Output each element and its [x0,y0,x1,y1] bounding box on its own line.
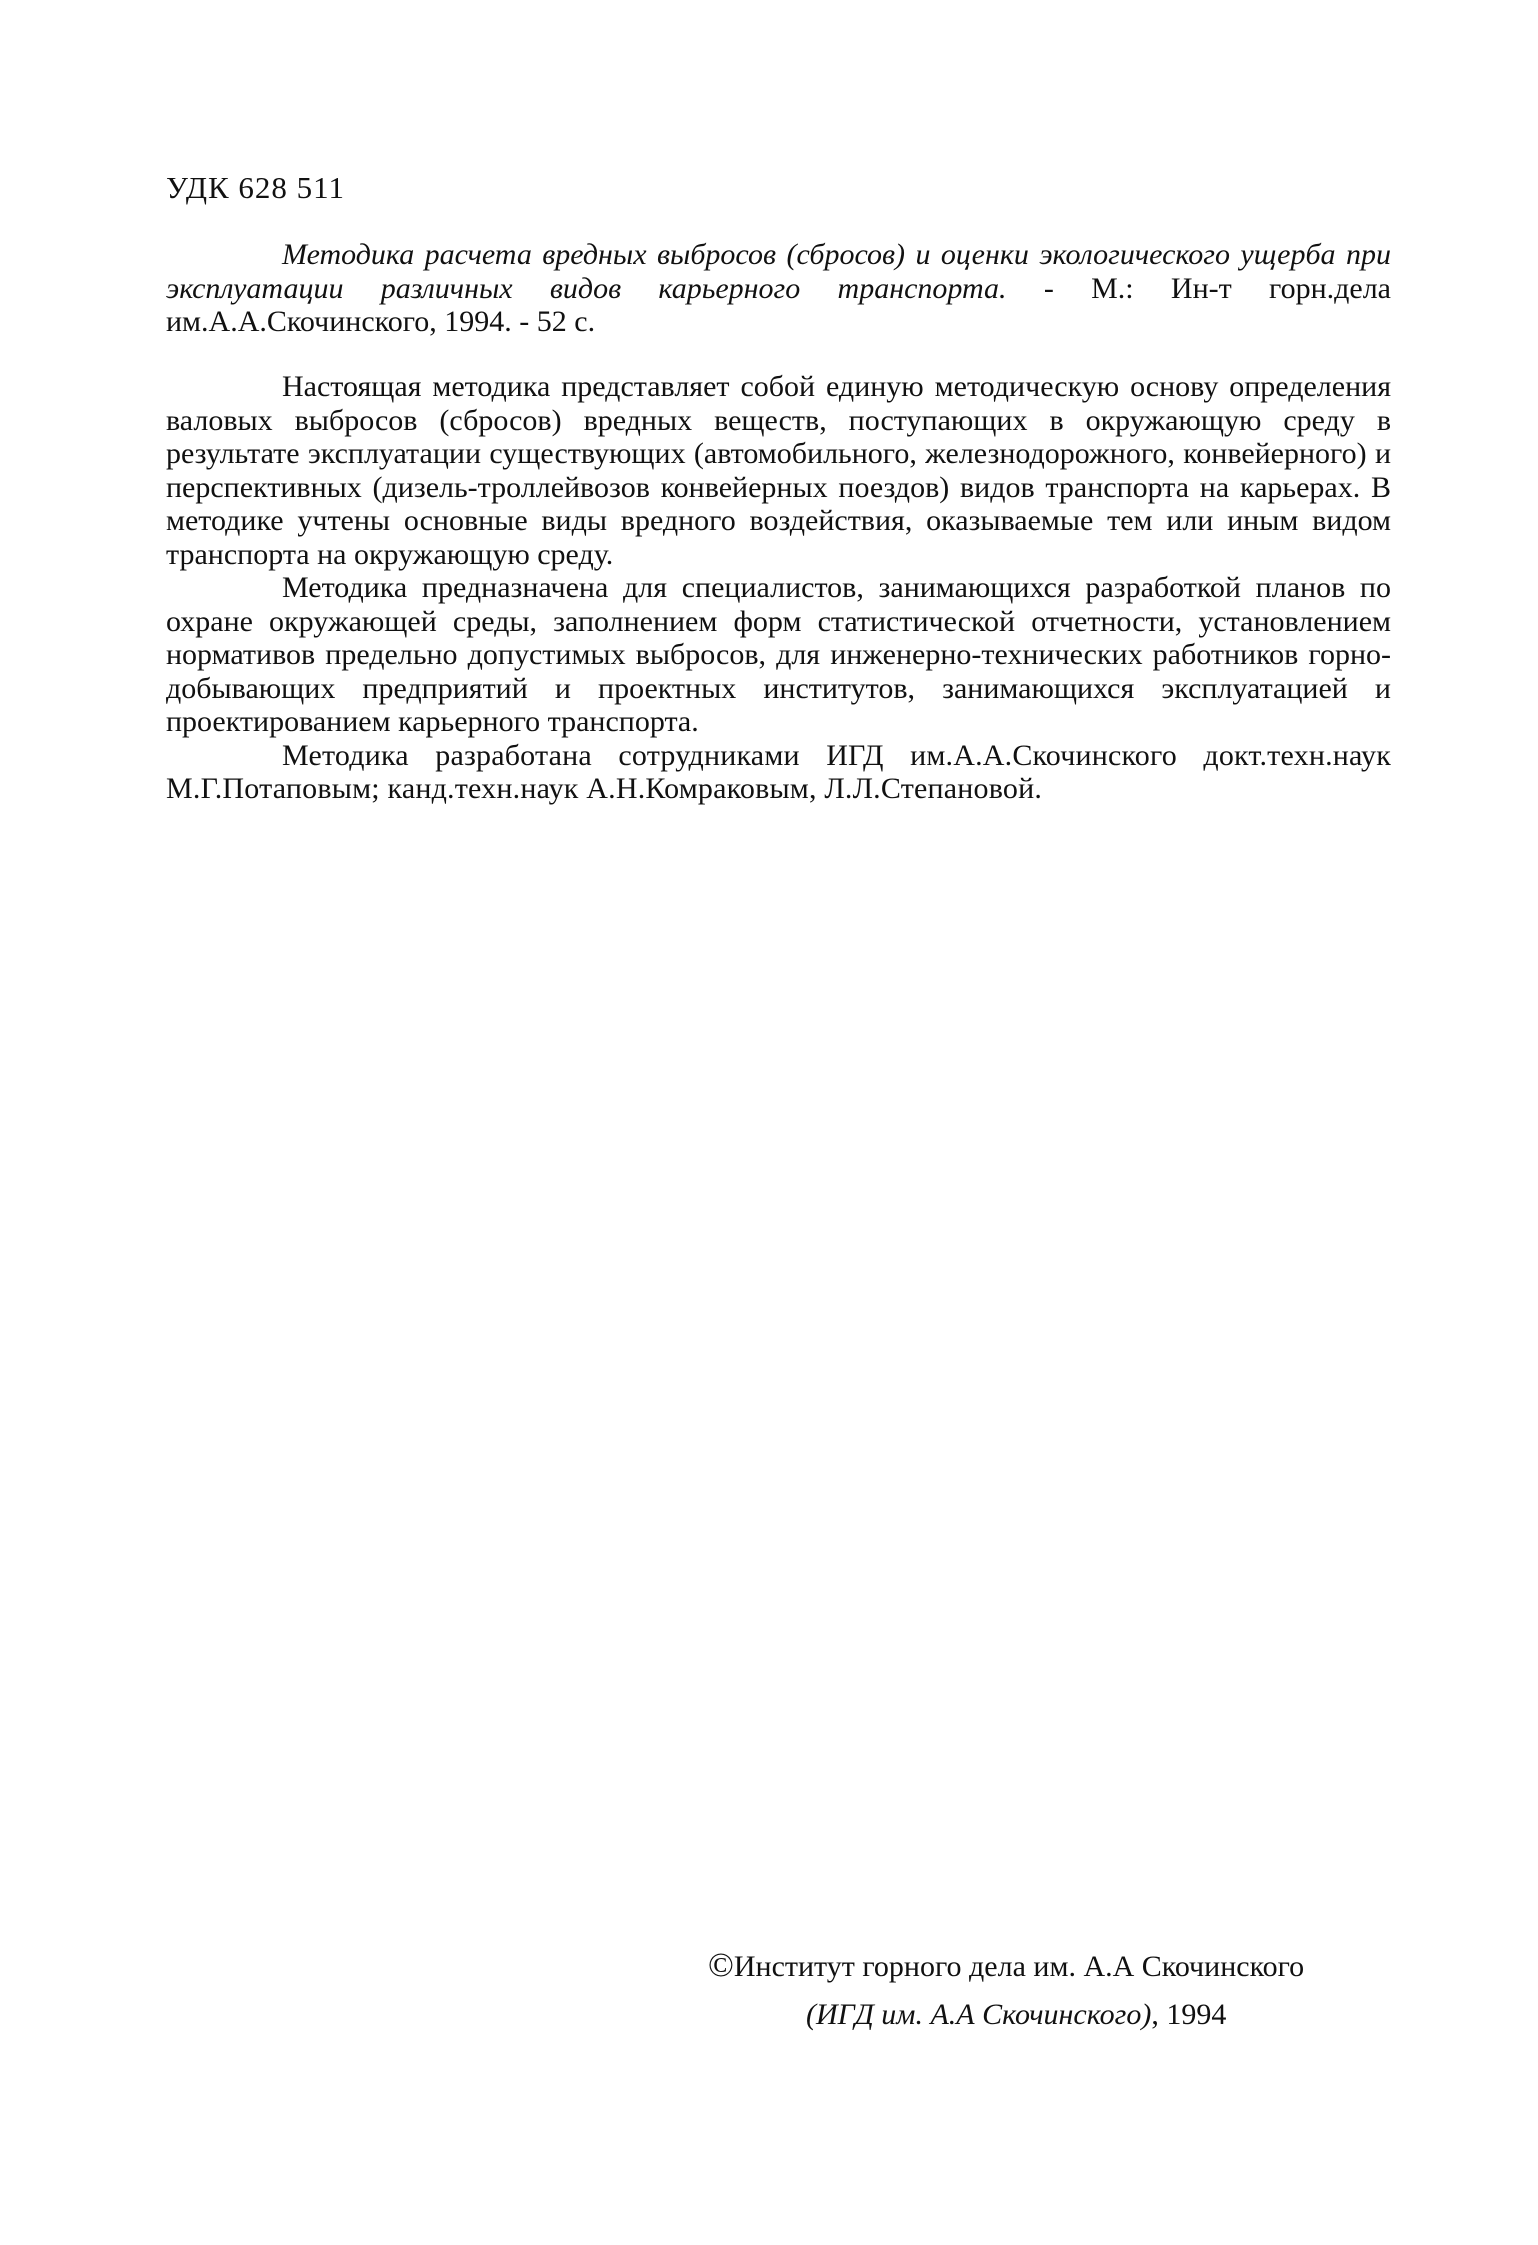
bibliographic-record [166,238,1391,339]
udk-code: УДК 628 511 [166,170,345,205]
copyright-line-1 [708,1942,1304,1991]
authors-note [166,739,1391,806]
copyright-year: , 1994 [1151,1998,1227,2031]
copyright-symbol: © [708,1947,734,1984]
copyright-notice [708,1942,1304,2039]
abstract-paragraph-3: Методика разработана сотрудниками ИГД им.А.А.Скочинского докт.техн.наук М.Г.Потаповым; канд.техн.наук А.Н.Комраковым, Л.Л.Степановой. [166,738,1391,805]
copyright-institute: Институт горного дела им. А.А Скочинского [733,1950,1305,1983]
abstract-paragraph-2: Методика предназначена для специалистов, занимающихся разработкой планов по охране окружающей среды, заполнением форм статистической отчетности, установлением нормативов предельно допустимых выбросов, для инженерно-технических работников горно-добывающих предприятий и проектных институтов, занимающихся эксплуатацией и проектированием карьерного транспорта. [166,571,1391,738]
publication-info: - М.: Ин-т горн.дела им.А.А.Скочинского, 1994. - 52 с. [166,271,1391,338]
document-title: Методика расчета вредных выбросов (сбросов) и оценки экологического ущерба при эксплуатации различных видов карьерного транспорта. [166,238,1391,305]
abstract-paragraph-1: Настоящая методика представляет собой единую методическую основу определения валовых выбросов (сбросов) вредных веществ, поступающих в окружающую среду в результате эксплуатации существующих (автомобильного, железнодорожного, конвейерного) и перспективных (дизель-троллейвозов конвейерных поездов) видов транспорта на карьерах. В методике учтены основные виды вредного воздействия, оказываемые тем или иным видом транспорта на окружающую среду. [166,370,1391,571]
abstract [166,370,1391,806]
copyright-line-2 [708,1991,1304,2039]
copyright-abbrev: (ИГД им. А.А Скочинского) [806,1998,1152,2031]
